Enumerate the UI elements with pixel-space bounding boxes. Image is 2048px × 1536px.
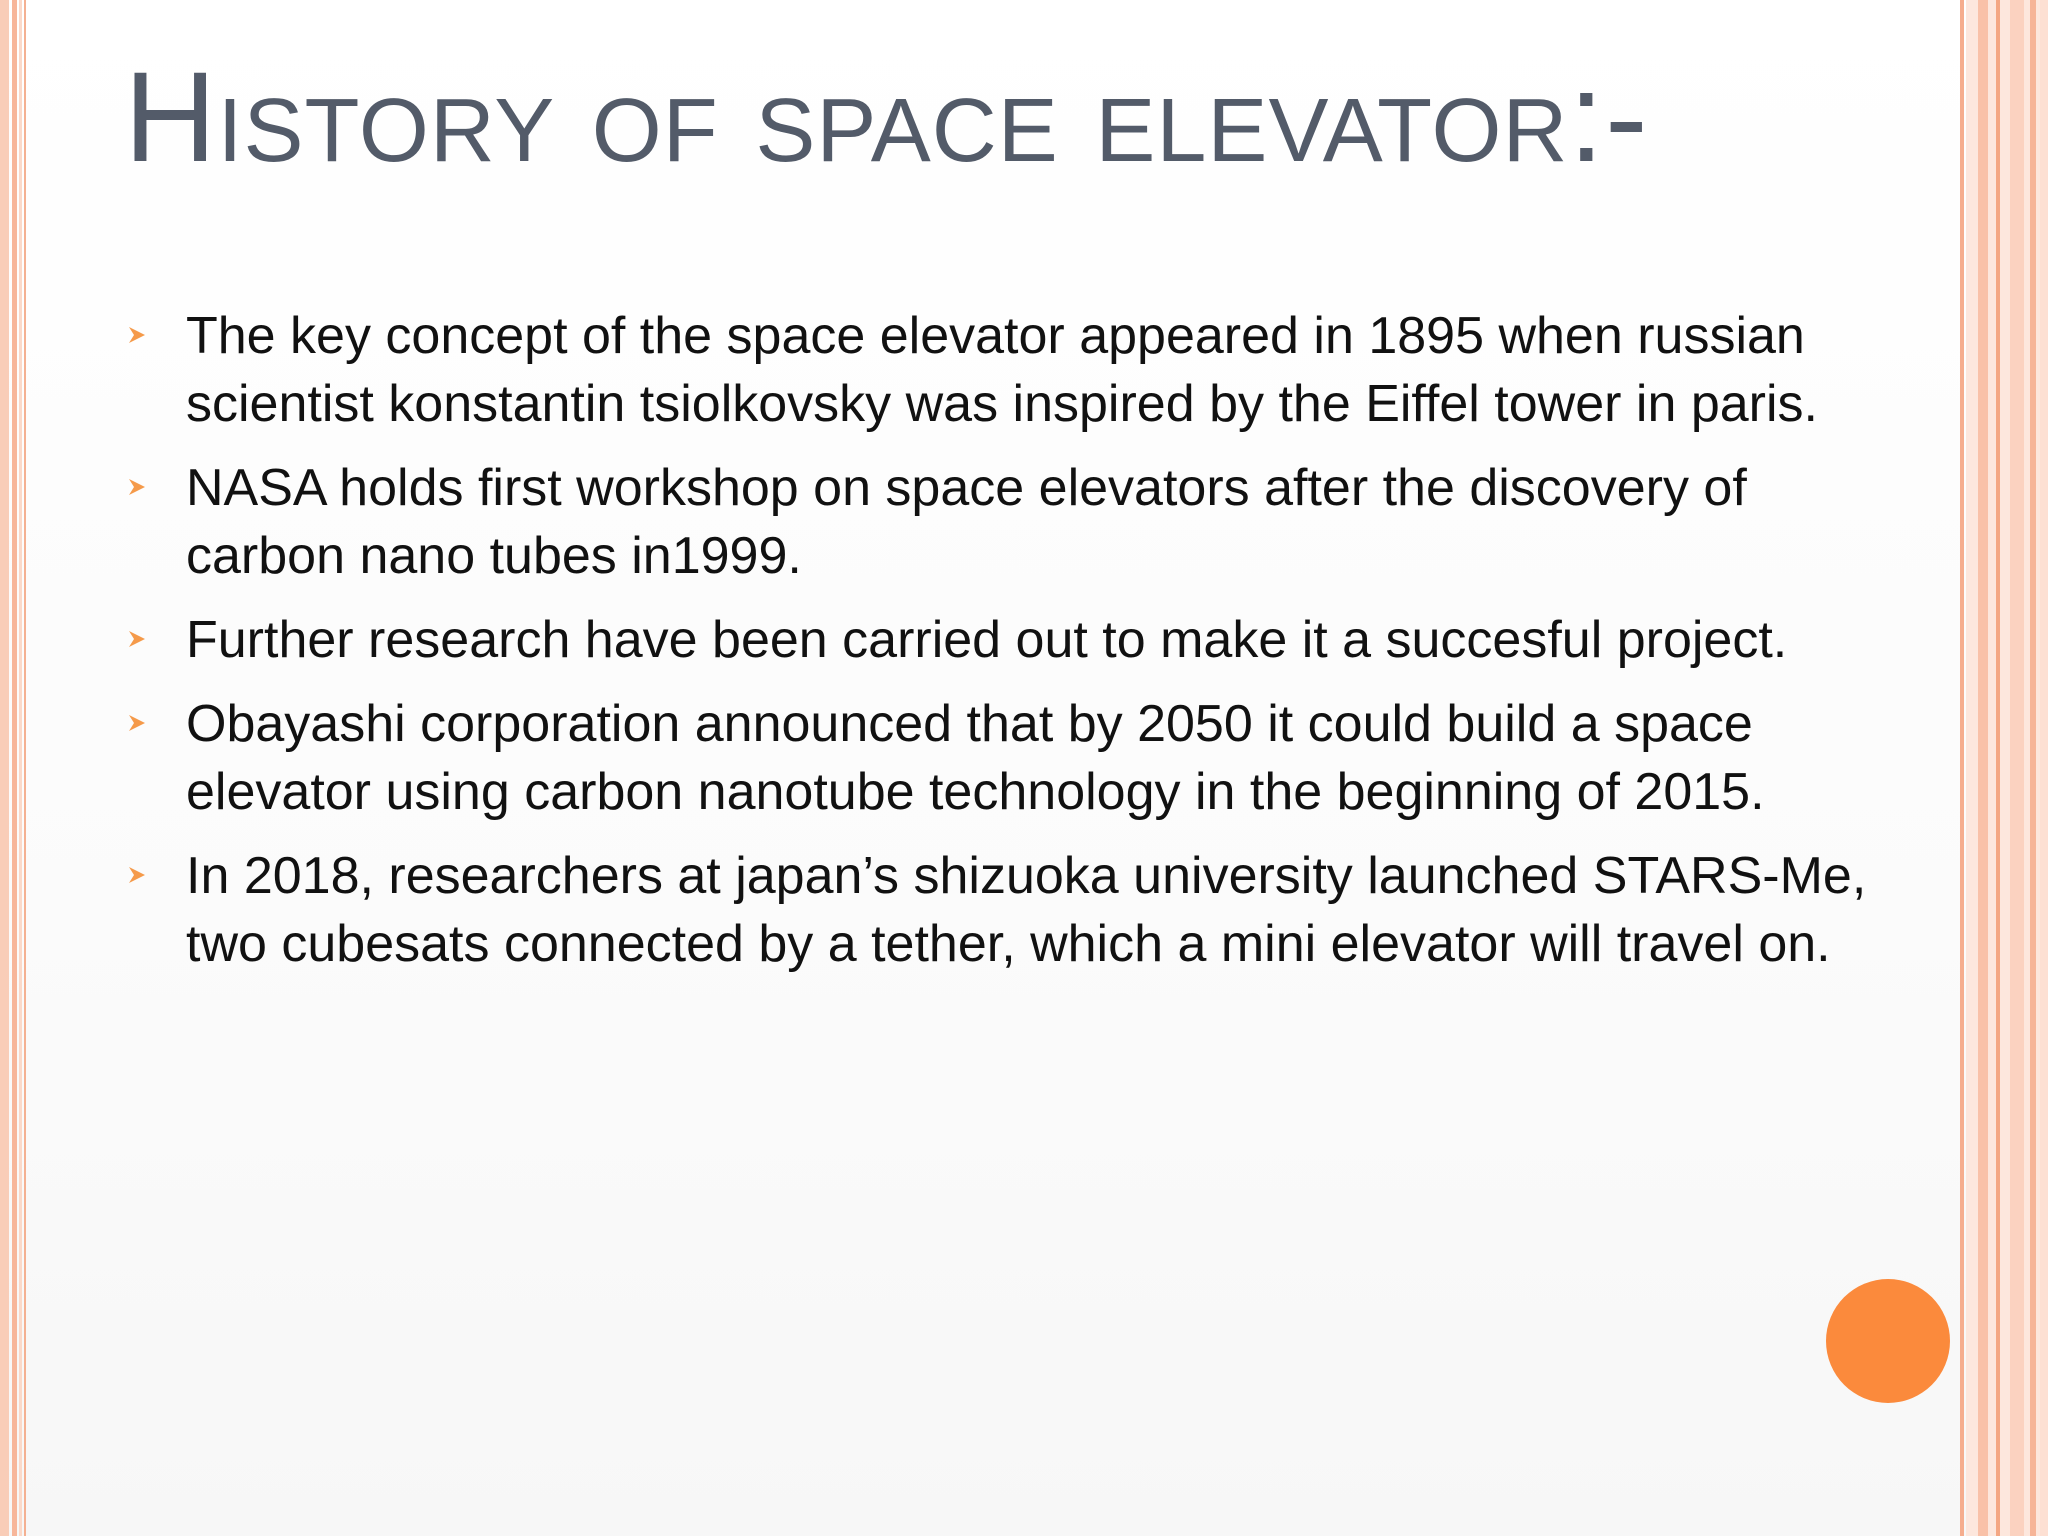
bullet-item [120,842,1920,978]
arrow-bullet-icon [126,476,148,498]
arrow-bullet-icon [126,712,148,734]
bullet-text: NASA holds first workshop on space elevators after the discovery of carbon nano tubes in1999. [186,459,1747,585]
bullet-item [120,690,1920,826]
bullet-text: In 2018, researchers at japan’s shizuoka university launched STARS-Me, two cubesats connected by a tether, which a mini elevator will travel on. [186,847,1867,973]
left-border-stripe [0,0,9,1536]
bullet-text: Obayashi corporation announced that by 2050 it could build a space elevator using carbon nanotube technology in the beginning of 2015. [186,695,1765,821]
right-border-stripe [1996,0,2000,1536]
orange-circle-decoration [1826,1279,1950,1403]
slide-title: History of space elevator:- [124,46,1649,189]
right-border-stripe [2030,0,2036,1536]
right-border-stripe [2040,0,2048,1536]
bullet-text: The key concept of the space elevator appeared in 1895 when russian scientist konstantin tsiolkovsky was inspired by the Eiffel tower in paris. [186,307,1818,433]
bullet-list [120,302,1920,994]
right-border-stripe [1960,0,1964,1536]
bullet-item [120,302,1920,438]
bullet-text: Further research have been carried out to make it a succesful project. [186,611,1788,669]
bullet-item [120,606,1920,674]
bullet-item [120,454,1920,590]
right-border-stripe [1978,0,1988,1536]
left-border-stripe [24,0,26,1536]
arrow-bullet-icon [126,864,148,886]
arrow-bullet-icon [126,628,148,650]
arrow-bullet-icon [126,324,148,346]
right-border-stripe [2010,0,2024,1536]
left-border-stripe [12,0,17,1536]
left-border-stripe [19,0,22,1536]
